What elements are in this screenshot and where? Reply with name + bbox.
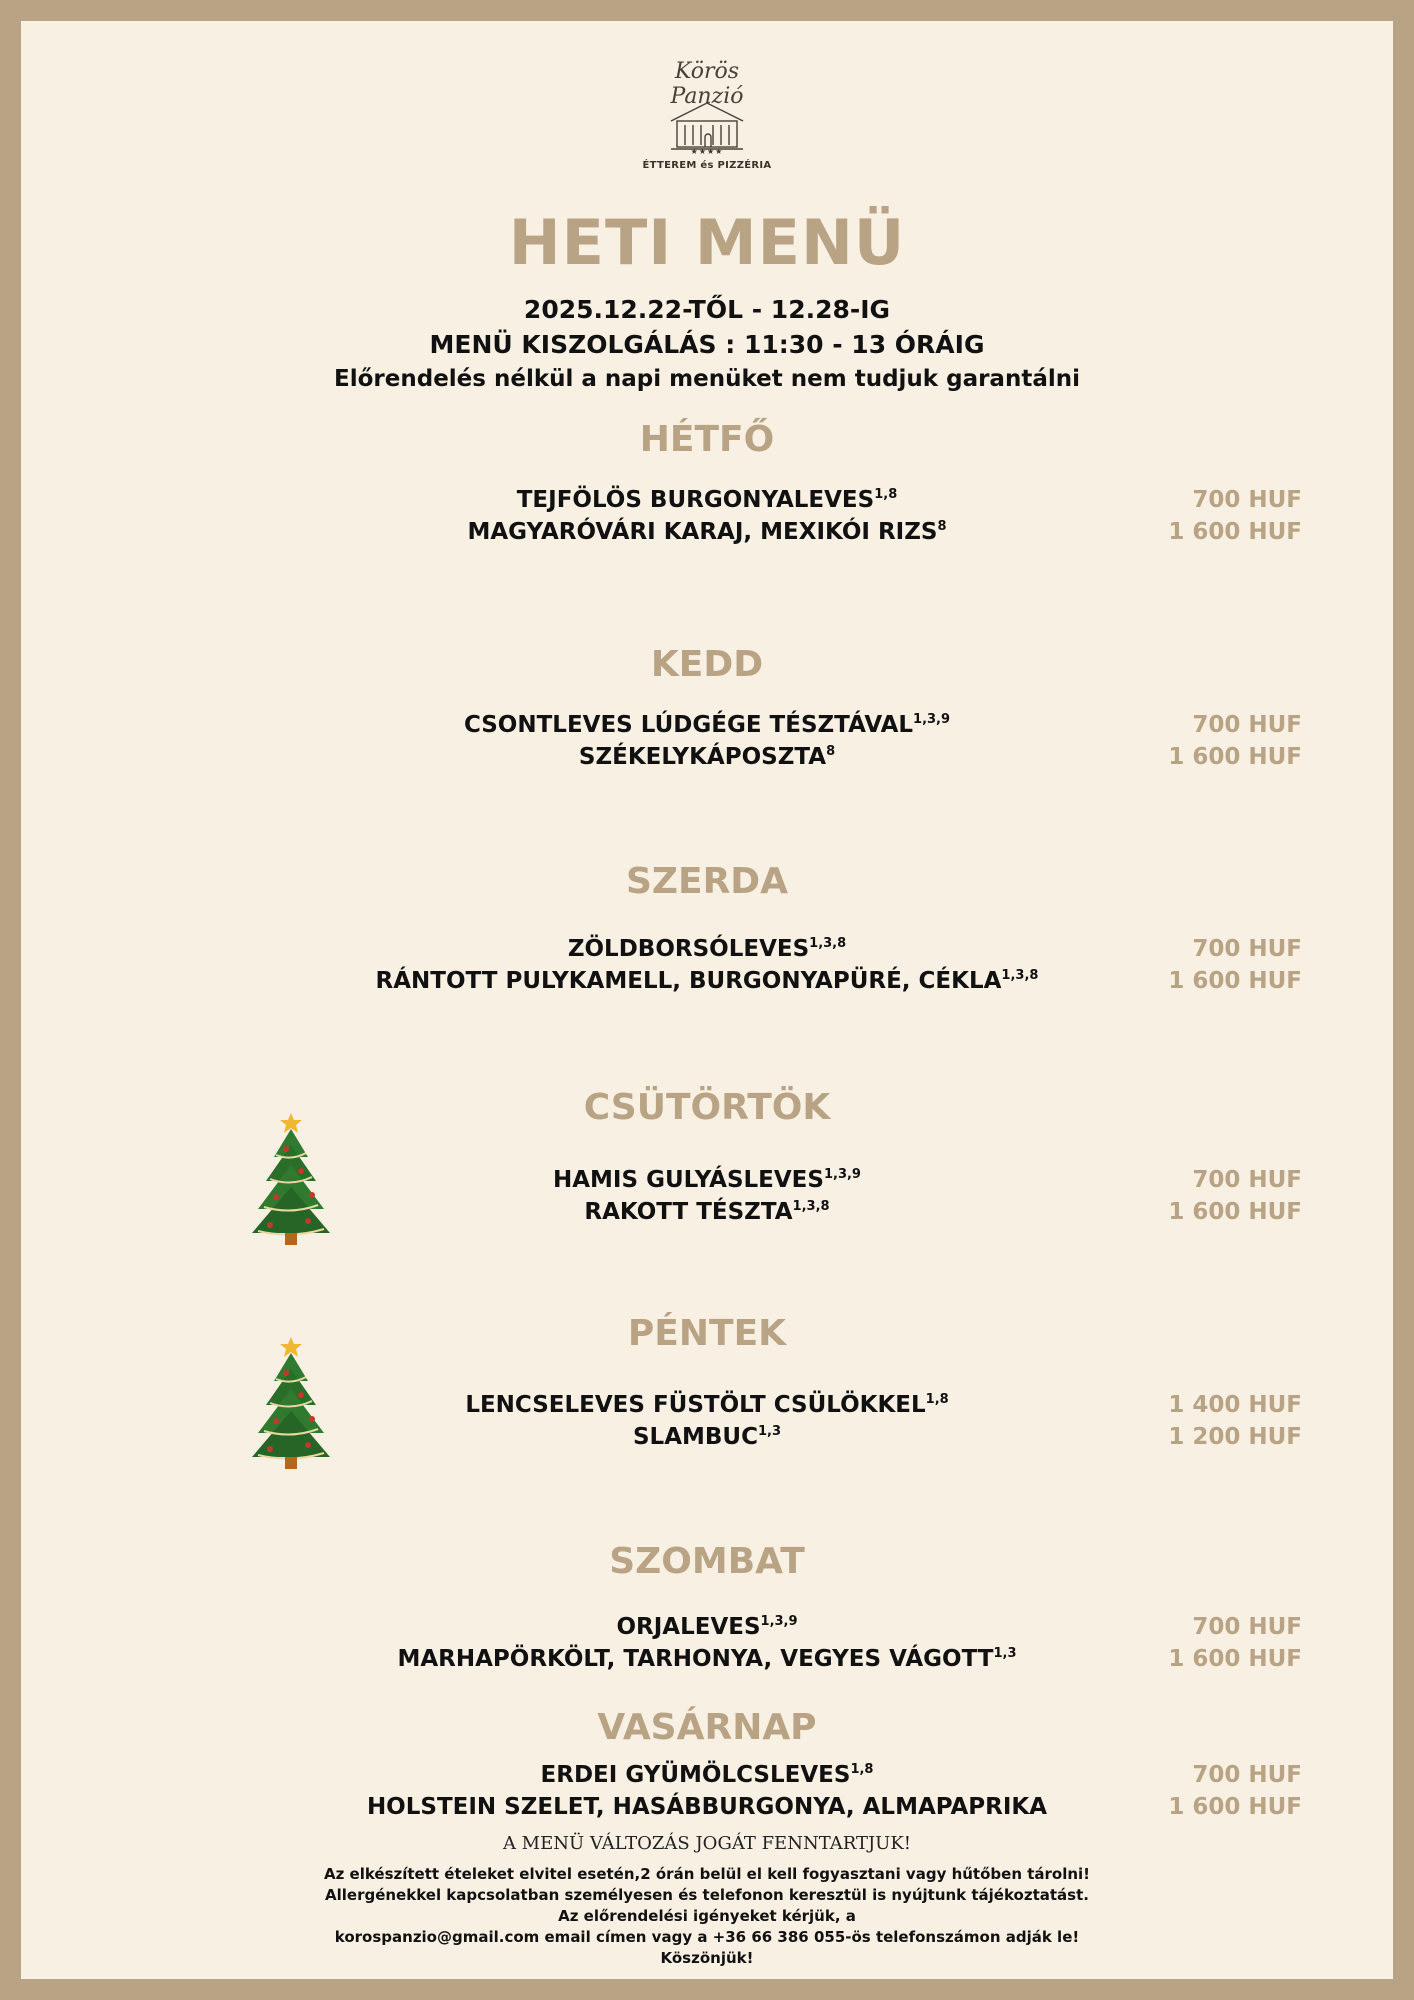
menu-item: LENCSELEVES FÜSTÖLT CSÜLÖKKEL$^{1,8}$ bbox=[465, 1392, 949, 1418]
menu-item-price: 1 200 HUF bbox=[1168, 1424, 1302, 1450]
menu-item-price: 1 600 HUF bbox=[1168, 968, 1302, 994]
menu-item: MAGYARÓVÁRI KARAJ, MEXIKÓI RIZS$^8$ bbox=[467, 519, 947, 545]
menu-item: MARHAPÖRKÖLT, TARHONYA, VEGYES VÁGOTT$^{1,3}$ bbox=[397, 1646, 1017, 1672]
change-notice: A MENÜ VÁLTOZÁS JOGÁT FENNTARTJUK! bbox=[502, 1833, 912, 1854]
footer-contact: korospanzio@gmail.com email címen vagy a +36 66 386 055-ös telefonszámon adják le! bbox=[334, 1928, 1080, 1946]
day-heading-tuesday: KEDD bbox=[650, 644, 764, 685]
menu-item: ORJALEVES$^{1,3,9}$ bbox=[616, 1614, 798, 1640]
preorder-note: Előrendelés nélkül a napi menüket nem tudjuk garantálni bbox=[334, 366, 1080, 392]
menu-item: CSONTLEVES LÚDGÉGE TÉSZTÁVAL$^{1,3,9}$ bbox=[463, 712, 951, 738]
menu-item: HOLSTEIN SZELET, HASÁBBURGONYA, ALMAPAPRIKA bbox=[366, 1794, 1048, 1820]
day-heading-wednesday: SZERDA bbox=[625, 861, 789, 902]
menu-item: SLAMBUC$^{1,3}$ bbox=[632, 1424, 782, 1450]
date-range: 2025.12.22-TŐL - 12.28-IG bbox=[523, 295, 891, 324]
building-icon bbox=[641, 59, 773, 159]
logo-stars: ★★★★ bbox=[690, 147, 724, 156]
menu-item: RÁNTOTT PULYKAMELL, BURGONYAPÜRÉ, CÉKLA$^{1,3,8}$ bbox=[375, 968, 1039, 994]
menu-item-price: 1 600 HUF bbox=[1168, 519, 1302, 545]
menu-item-price: 700 HUF bbox=[1192, 936, 1302, 962]
menu-item: TEJFÖLÖS BURGONYALEVES$^{1,8}$ bbox=[516, 487, 898, 513]
footer-line: Allergénekkel kapcsolatban személyesen és telefonon keresztül is nyújtunk tájékoztatást. bbox=[325, 1886, 1089, 1904]
day-heading-sunday: VASÁRNAP bbox=[597, 1707, 817, 1748]
day-heading-thursday: CSÜTÖRTÖK bbox=[583, 1087, 831, 1128]
footer-line: Az előrendelési igényeket kérjük, a bbox=[558, 1907, 856, 1925]
logo-subtitle: ÉTTEREM és PIZZÉRIA bbox=[642, 160, 772, 171]
menu-item-price: 700 HUF bbox=[1192, 1762, 1302, 1788]
page-title: HETI MENÜ bbox=[508, 206, 906, 279]
menu-item-price: 700 HUF bbox=[1192, 1614, 1302, 1640]
day-heading-monday: HÉTFŐ bbox=[639, 419, 775, 460]
footer-thanks: Köszönjük! bbox=[660, 1949, 754, 1967]
menu-item-price: 1 400 HUF bbox=[1168, 1392, 1302, 1418]
menu-item-price: 700 HUF bbox=[1192, 712, 1302, 738]
menu-item-price: 700 HUF bbox=[1192, 1167, 1302, 1193]
menu-item: ERDEI GYÜMÖLCSLEVES$^{1,8}$ bbox=[540, 1762, 874, 1788]
menu-item: HAMIS GULYÁSLEVES$^{1,3,9}$ bbox=[553, 1167, 861, 1193]
logo-script: Körös Panzió bbox=[670, 59, 744, 109]
menu-item: SZÉKELYKÁPOSZTA$^8$ bbox=[578, 744, 836, 770]
menu-item-price: 1 600 HUF bbox=[1168, 1794, 1302, 1820]
day-heading-saturday: SZOMBAT bbox=[609, 1541, 805, 1582]
menu-item: ZÖLDBORSÓLEVES$^{1,3,8}$ bbox=[567, 936, 847, 962]
menu-item-price: 1 600 HUF bbox=[1168, 744, 1302, 770]
menu-item-price: 1 600 HUF bbox=[1168, 1646, 1302, 1672]
restaurant-logo bbox=[641, 59, 773, 179]
day-heading-friday: PÉNTEK bbox=[627, 1313, 787, 1354]
menu-item-price: 700 HUF bbox=[1192, 487, 1302, 513]
menu-item: RAKOTT TÉSZTA$^{1,3,8}$ bbox=[584, 1199, 830, 1225]
service-hours: MENÜ KISZOLGÁLÁS : 11:30 - 13 ÓRÁIG bbox=[429, 330, 985, 359]
footer-line: Az elkészített ételeket elvitel esetén,2 órán belül el kell fogyasztani vagy hűtőben tárolni! bbox=[323, 1865, 1091, 1883]
menu-page bbox=[21, 21, 1393, 1979]
menu-item-price: 1 600 HUF bbox=[1168, 1199, 1302, 1225]
